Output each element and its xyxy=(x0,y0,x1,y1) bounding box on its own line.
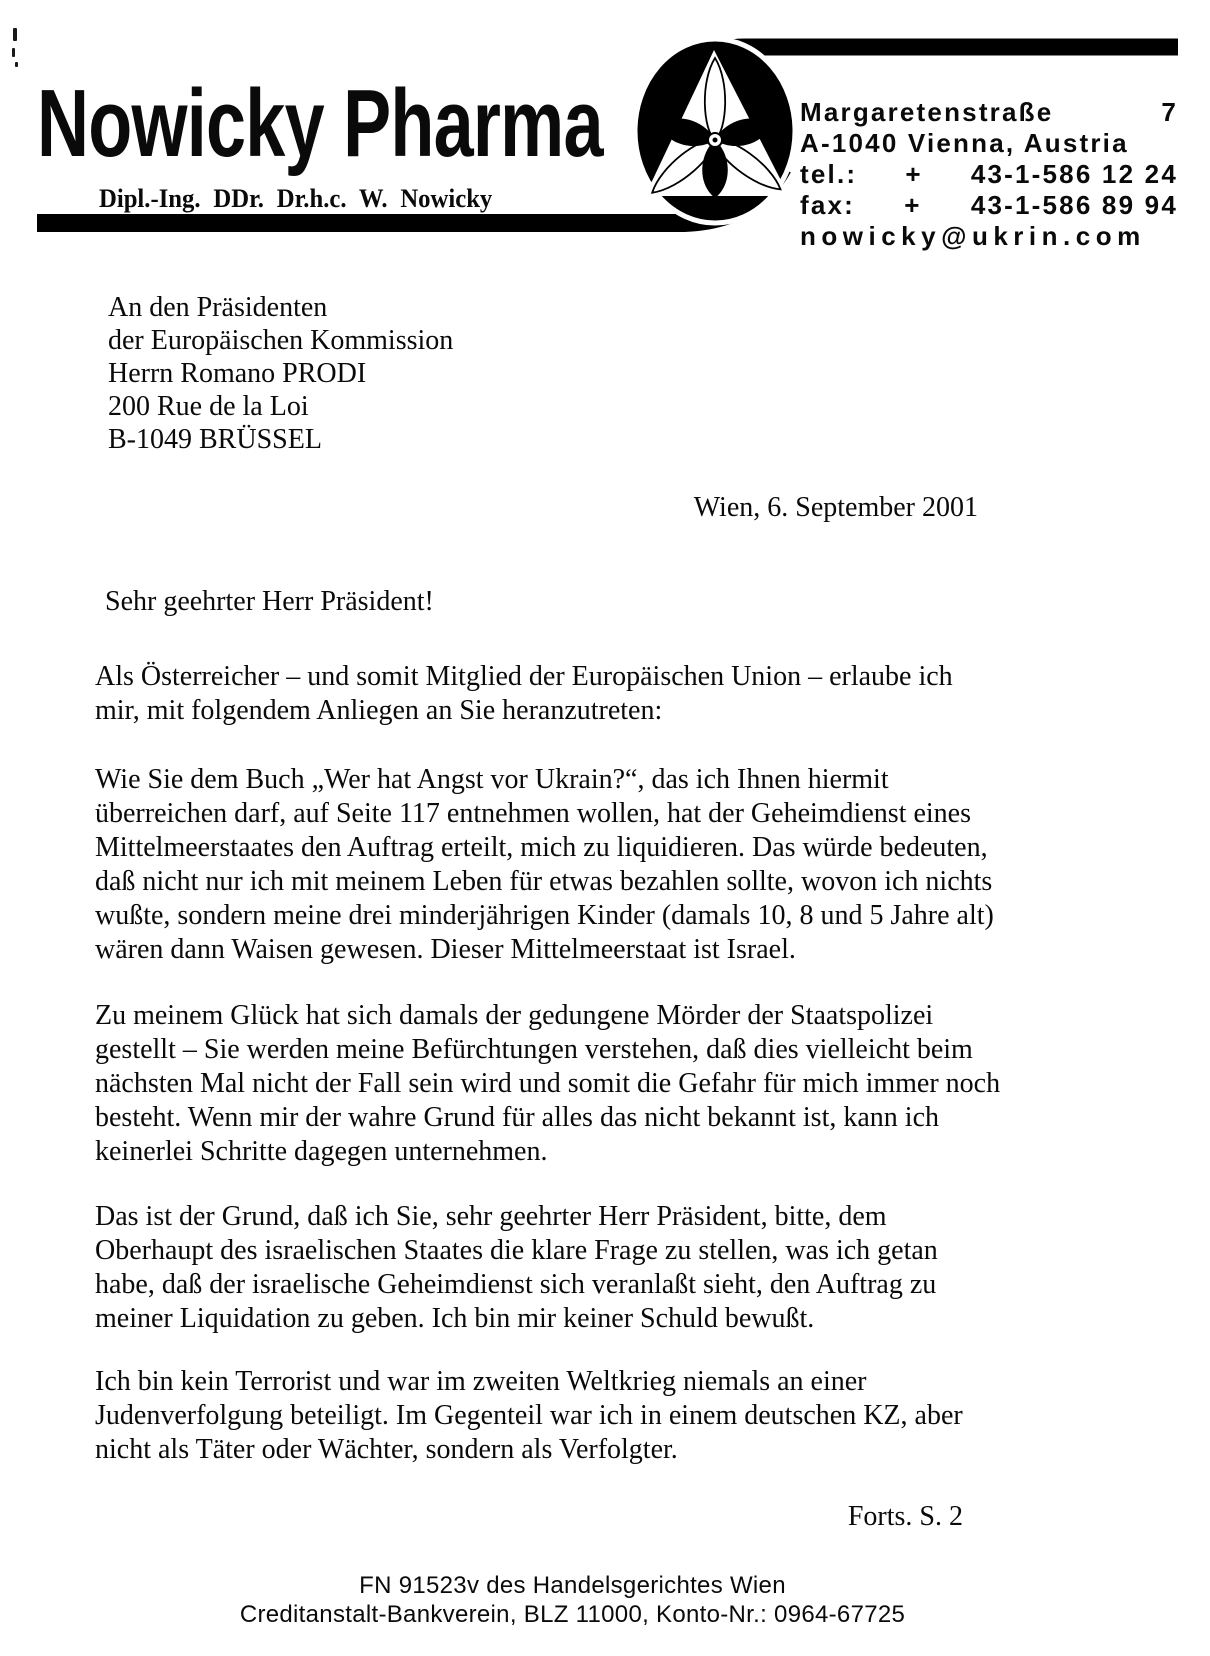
contact-part: nowicky@ukrin.com xyxy=(800,221,1146,251)
footer-bank: Creditanstalt-Bankverein, BLZ 11000, Konto-Nr.: 0964-67725 xyxy=(239,1601,906,1628)
paragraph xyxy=(95,999,1000,1169)
contact-part: 7 xyxy=(1161,97,1178,127)
paragraph-line: daß nicht nur ich mit meinem Leben für etwas bezahlen sollte, wovon ich nichts xyxy=(95,866,993,897)
paragraph-line: mir, mit folgendem Anliegen an Sie heranzutreten: xyxy=(95,695,663,726)
contact-part: tel.: xyxy=(800,159,858,189)
scan-artifact xyxy=(12,48,15,57)
paragraph xyxy=(95,763,994,967)
contact-part: A-1040 Vienna, Austria xyxy=(800,128,1129,158)
contact-line xyxy=(800,128,1178,159)
paragraph-line: Ich bin kein Terrorist und war im zweiten Weltkrieg niemals an einer xyxy=(95,1366,867,1397)
contact-line xyxy=(800,190,1178,221)
paragraph-line: habe, daß der israelische Geheimdienst sich veranlaßt sieht, den Auftrag zu xyxy=(95,1269,937,1300)
dateline: Wien, 6. September 2001 xyxy=(693,492,978,523)
paragraph-line: Mittelmeerstaates den Auftrag erteilt, mich zu liquidieren. Das würde bedeuten, xyxy=(95,832,988,863)
scan-artifact xyxy=(15,62,18,67)
recipient-line: B-1049 BRÜSSEL xyxy=(108,424,322,455)
contact-line xyxy=(800,159,1178,190)
company-name: Nowicky Pharma xyxy=(37,70,603,177)
paragraph-line: Judenverfolgung beteiligt. Im Gegenteil war ich in einem deutschen KZ, aber xyxy=(95,1400,963,1431)
recipient-line: An den Präsidenten xyxy=(108,292,328,323)
paragraph-line: Das ist der Grund, daß ich Sie, sehr geehrter Herr Präsident, bitte, dem xyxy=(95,1201,887,1232)
paragraph-line: besteht. Wenn mir der wahre Grund für alles das nicht bekannt ist, kann ich xyxy=(95,1102,939,1133)
paragraph-line: gestellt – Sie werden meine Befürchtungen verstehen, daß dies vielleicht beim xyxy=(95,1034,973,1065)
paragraph-line: Oberhaupt des israelischen Staates die klare Frage zu stellen, was ich getan xyxy=(95,1235,938,1266)
paragraph-line: wären dann Waisen gewesen. Dieser Mittelmeerstaat ist Israel. xyxy=(95,934,796,965)
footer-registration: FN 91523v des Handelsgerichtes Wien xyxy=(359,1572,786,1599)
scan-artifact xyxy=(13,28,17,41)
footer xyxy=(0,1571,1145,1629)
paragraph-line: wußte, sondern meine drei minderjährigen Kinder (damals 10, 8 und 5 Jahre alt) xyxy=(95,900,994,931)
salutation: Sehr geehrter Herr Präsident! xyxy=(105,586,434,617)
paragraph-line: überreichen darf, auf Seite 117 entnehmen wollen, hat der Geheimdienst eines xyxy=(95,798,971,829)
contact-part: + xyxy=(904,190,922,220)
contact-block xyxy=(800,97,1178,252)
contact-part: 43-1-586 12 24 xyxy=(970,159,1178,189)
paragraph-line: Zu meinem Glück hat sich damals der gedungene Mörder der Staatspolizei xyxy=(95,1000,934,1031)
recipient-line: der Europäischen Kommission xyxy=(108,325,454,356)
recipient-line: 200 Rue de la Loi xyxy=(108,391,309,422)
paragraph-line: keinerlei Schritte dagegen unternehmen. xyxy=(95,1136,548,1167)
contact-part: fax: xyxy=(800,190,856,220)
contact-line xyxy=(800,221,1178,252)
continuation-note: Forts. S. 2 xyxy=(847,1501,963,1532)
paragraph-line: Als Österreicher – und somit Mitglied der Europäischen Union – erlaube ich xyxy=(95,661,953,692)
recipient-address xyxy=(108,291,453,456)
recipient-line: Herrn Romano PRODI xyxy=(108,358,367,389)
paragraph xyxy=(95,1365,963,1467)
contact-line xyxy=(800,97,1178,128)
paragraph xyxy=(95,1200,938,1336)
paragraph xyxy=(95,660,953,728)
paragraph-line: Wie Sie dem Buch „Wer hat Angst vor Ukrain?“, das ich Ihnen hiermit xyxy=(95,764,889,795)
contact-part: + xyxy=(905,159,923,189)
paragraph-line: nächsten Mal nicht der Fall sein wird und somit die Gefahr für mich immer noch xyxy=(95,1068,1001,1099)
paragraph-line: meiner Liquidation zu geben. Ich bin mir keiner Schuld bewußt. xyxy=(95,1303,815,1334)
contact-part: 43-1-586 89 94 xyxy=(970,190,1178,220)
owner-name: Dipl.-Ing. DDr. Dr.h.c. W. Nowicky xyxy=(99,184,493,213)
paragraph-line: nicht als Täter oder Wächter, sondern als Verfolgter. xyxy=(95,1434,678,1465)
contact-part: Margaretenstraße xyxy=(800,97,1054,127)
